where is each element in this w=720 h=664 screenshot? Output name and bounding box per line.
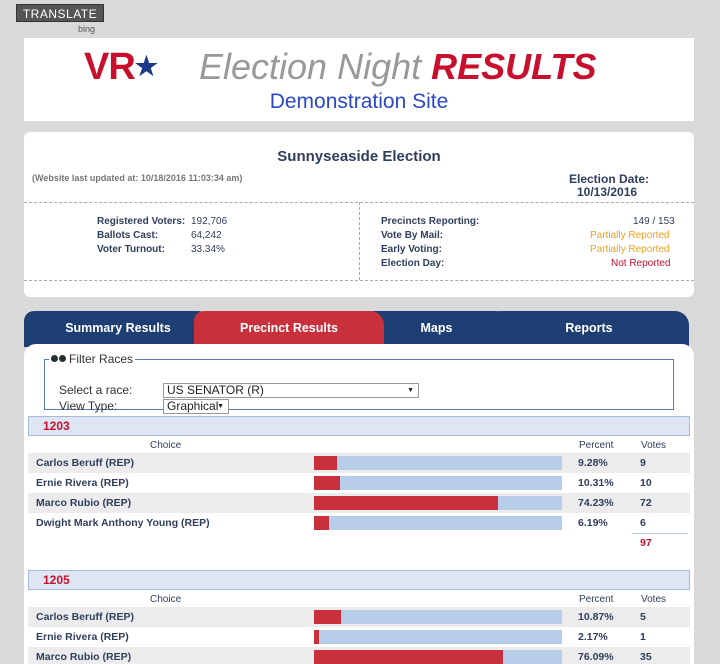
percent-bar-fill: [314, 650, 503, 664]
percent-bar-fill: [314, 516, 329, 530]
day-label: Election Day:: [381, 258, 445, 269]
last-updated: (Website last updated at: 10/18/2016 11:03:34 am): [32, 173, 243, 183]
election-date-label: Election Date:: [569, 172, 650, 186]
filter-legend: Filter Races: [49, 352, 135, 366]
precinct-block-1205: [28, 570, 690, 664]
mail-status: Partially Reported: [590, 230, 670, 241]
candidate-name: Marco Rubio (REP): [36, 497, 132, 509]
chevron-down-icon: ▼: [407, 387, 414, 394]
chevron-down-icon: ▼: [217, 403, 224, 410]
tab-maps[interactable]: Maps: [364, 311, 509, 347]
star-icon: ★: [134, 51, 158, 81]
precinct-header: 1205: [28, 570, 690, 590]
candidate-name: Marco Rubio (REP): [36, 651, 132, 663]
percent-bar: [314, 630, 562, 644]
col-votes: Votes: [641, 440, 667, 451]
table-row: [28, 453, 690, 473]
view-type-select[interactable]: Graphical ▼: [163, 399, 229, 414]
page-title: Election Night RESULTS: [199, 46, 597, 87]
col-choice: Choice: [150, 594, 182, 605]
candidate-name: Ernie Rivera (REP): [36, 477, 129, 489]
election-date: 10/13/2016: [577, 185, 638, 199]
filter-races: [44, 352, 674, 413]
divider: [359, 202, 360, 280]
election-name: Sunnyseaside Election: [277, 148, 441, 165]
column-headers: [28, 436, 690, 453]
candidate-name: Dwight Mark Anthony Young (REP): [36, 517, 210, 529]
table-row: [28, 493, 690, 513]
vr-logo: VR★: [84, 46, 158, 88]
candidate-percent: 10.87%: [578, 611, 614, 623]
early-label: Early Voting:: [381, 244, 442, 255]
ballots-value: 64,242: [191, 230, 222, 241]
candidate-name: Carlos Beruff (REP): [36, 457, 135, 469]
race-select[interactable]: US SENATOR (R) ▼: [163, 383, 419, 398]
tab-summary[interactable]: Summary Results: [24, 311, 212, 347]
percent-bar-fill: [314, 476, 340, 490]
translate-button[interactable]: TRANSLATE: [16, 4, 104, 22]
race-label: Select a race:: [59, 383, 133, 397]
candidate-votes: 9: [640, 457, 646, 469]
col-percent: Percent: [579, 440, 614, 451]
early-status: Partially Reported: [590, 244, 670, 255]
results-panel: [24, 344, 694, 664]
candidate-votes: 35: [640, 651, 652, 663]
bing-attribution: bing: [78, 24, 96, 34]
percent-bar: [314, 476, 562, 490]
precinct-total: [28, 533, 690, 551]
table-row: [28, 607, 690, 627]
turnout-value: 33.34%: [191, 244, 225, 255]
tab-precinct[interactable]: Precinct Results: [194, 311, 384, 347]
precinct-block-1203: [28, 416, 690, 551]
candidate-votes: 10: [640, 477, 652, 489]
turnout-label: Voter Turnout:: [97, 244, 165, 255]
percent-bar-fill: [314, 630, 319, 644]
divider: [24, 280, 694, 281]
percent-bar: [314, 650, 562, 664]
candidate-votes: 5: [640, 611, 646, 623]
percent-bar: [314, 610, 562, 624]
results-tabs: [24, 311, 694, 347]
page-subtitle: Demonstration Site: [269, 90, 449, 113]
candidate-name: Ernie Rivera (REP): [36, 631, 129, 643]
candidate-percent: 2.17%: [578, 631, 608, 643]
table-row: [28, 513, 690, 533]
total-votes: 97: [640, 537, 652, 549]
column-headers: [28, 590, 690, 607]
candidate-votes: 1: [640, 631, 646, 643]
binoculars-icon: [51, 354, 66, 363]
table-row: [28, 473, 690, 493]
percent-bar: [314, 456, 562, 470]
precinct-header: 1203: [28, 416, 690, 436]
candidate-percent: 9.28%: [578, 457, 608, 469]
precincts-value: 149 / 153: [633, 216, 675, 227]
candidate-percent: 76.09%: [578, 651, 614, 663]
percent-bar-fill: [314, 610, 341, 624]
percent-bar: [314, 516, 562, 530]
table-row: [28, 647, 690, 664]
table-row: [28, 627, 690, 647]
view-type-label: View Type:: [59, 399, 118, 413]
candidate-name: Carlos Beruff (REP): [36, 611, 135, 623]
candidate-votes: 6: [640, 517, 646, 529]
precincts-label: Precincts Reporting:: [381, 216, 480, 227]
ballots-label: Ballots Cast:: [97, 230, 159, 241]
candidate-percent: 6.19%: [578, 517, 608, 529]
registered-value: 192,706: [191, 216, 228, 227]
col-choice: Choice: [150, 440, 182, 451]
tab-reports[interactable]: Reports: [489, 311, 689, 347]
col-percent: Percent: [579, 594, 614, 605]
percent-bar-fill: [314, 456, 337, 470]
registered-label: Registered Voters:: [97, 216, 186, 227]
day-status: Not Reported: [611, 258, 671, 269]
col-votes: Votes: [641, 594, 667, 605]
candidate-percent: 10.31%: [578, 477, 614, 489]
candidate-percent: 74.23%: [578, 497, 614, 509]
percent-bar: [314, 496, 562, 510]
candidate-votes: 72: [640, 497, 652, 509]
percent-bar-fill: [314, 496, 498, 510]
site-header: [24, 38, 694, 121]
mail-label: Vote By Mail:: [381, 230, 444, 241]
election-info-card: [24, 132, 694, 297]
